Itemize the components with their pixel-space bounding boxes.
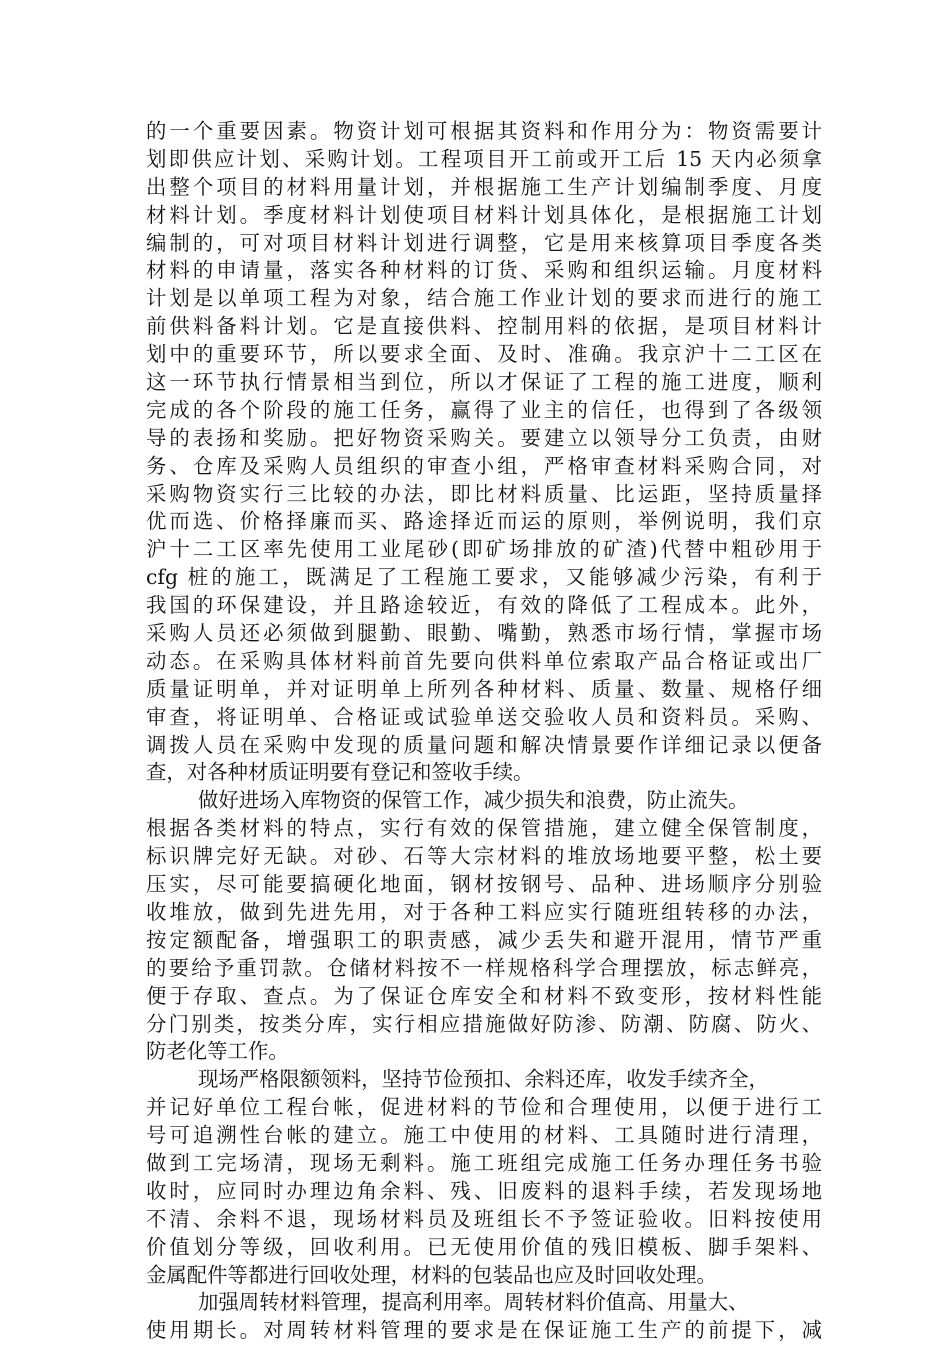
- text-line: 压实，尽可能要搞硬化地面，钢材按钢号、品种、进场顺序分别验: [146, 872, 822, 897]
- text-line: 加强周转材料管理，提高利用率。周转材料价值高、用量大、: [198, 1290, 749, 1315]
- paragraph: [146, 787, 822, 1066]
- text-line: 号可追溯性台帐的建立。施工中使用的材料、工具随时进行清理，: [146, 1123, 822, 1148]
- text-line: 优而选、价格择廉而买、路途择近而运的原则，举例说明，我们京: [146, 509, 822, 534]
- text-line: 质量证明单，并对证明单上所列各种材料、质量、数量、规格仔细: [146, 676, 822, 701]
- text-line: 做到工完场清，现场无剩料。施工班组完成施工任务办理任务书验: [146, 1150, 822, 1175]
- text-line: 我国的环保建设，并且路途较近，有效的降低了工程成本。此外，: [146, 593, 822, 618]
- text-line: 编制的，可对项目材料计划进行调整，它是用来核算项目季度各类: [146, 230, 822, 255]
- text-line: 价值划分等级，回收利用。已无使用价值的残旧模板、脚手架料、: [146, 1234, 822, 1259]
- text-line: 采购人员还必须做到腿勤、眼勤、嘴勤，熟悉市场行情，掌握市场: [146, 621, 822, 646]
- text-line: 防老化等工作。: [146, 1039, 289, 1064]
- text-line: 的要给予重罚款。仓储材料按不一样规格科学合理摆放，标志鲜亮，: [146, 955, 822, 980]
- text-line: 动态。在采购具体材料前首先要向供料单位索取产品合格证或出厂: [146, 648, 822, 673]
- text-line: 的一个重要因素。物资计划可根据其资料和作用分为：物资需要计: [146, 119, 822, 143]
- text-line: 分门别类，按类分库，实行相应措施做好防渗、防潮、防腐、防火、: [146, 1011, 822, 1036]
- text-line: 现场严格限额领料，坚持节俭预扣、余料还库，收发手续齐全，: [198, 1067, 769, 1092]
- text-line: 调拨人员在采购中发现的质量问题和解决情景要作详细记录以便备: [146, 732, 822, 757]
- text-line: 计划是以单项工程为对象，结合施工作业计划的要求而进行的施工: [146, 286, 822, 311]
- text-line: 划即供应计划、采购计划。工程项目开工前或开工后 15 天内必须拿: [146, 146, 822, 171]
- text-line: 划中的重要环节，所以要求全面、及时、准确。我京沪十二工区在: [146, 342, 822, 367]
- paragraph: [146, 1066, 822, 1289]
- body-text: [146, 118, 822, 1345]
- text-line: 根据各类材料的特点，实行有效的保管措施，建立健全保管制度，: [146, 816, 822, 841]
- text-line: 出整个项目的材料用量计划，并根据施工生产计划编制季度、月度: [146, 174, 822, 199]
- text-line: 完成的各个阶段的施工任务，赢得了业主的信任，也得到了各级领: [146, 397, 822, 422]
- text-line: 收时，应同时办理边角余料、残、旧废料的退料手续，若发现场地: [146, 1178, 822, 1203]
- text-line: 查，对各种材质证明要有登记和签收手续。: [146, 760, 534, 785]
- text-line: 做好进场入库物资的保管工作，减少损失和浪费，防止流失。: [198, 788, 749, 813]
- text-line: 使用期长。对周转材料管理的要求是在保证施工生产的前提下，减: [146, 1318, 822, 1343]
- text-line: 材料计划。季度材料计划使项目材料计划具体化，是根据施工计划: [146, 202, 822, 227]
- text-line: 便于存取、查点。为了保证仓库安全和材料不致变形，按材料性能: [146, 983, 822, 1008]
- text-line: 收堆放，做到先进先用，对于各种工料应实行随班组转移的办法，: [146, 899, 822, 924]
- text-line: 这一环节执行情景相当到位，所以才保证了工程的施工进度，顺利: [146, 370, 822, 395]
- text-line: 审查，将证明单、合格证或试验单送交验收人员和资料员。采购、: [146, 704, 822, 729]
- paragraph: [146, 1289, 822, 1345]
- text-line: 材料的申请量，落实各种材料的订货、采购和组织运输。月度材料: [146, 258, 822, 283]
- text-line: 沪十二工区率先使用工业尾砂(即矿场排放的矿渣)代替中粗砂用于: [146, 537, 822, 562]
- text-line: 标识牌完好无缺。对砂、石等大宗材料的堆放场地要平整，松土要: [146, 844, 822, 869]
- text-line: 不清、余料不退，现场材料员及班组长不予签证验收。旧料按使用: [146, 1206, 822, 1231]
- text-line: 采购物资实行三比较的办法，即比材料质量、比运距，坚持质量择: [146, 481, 822, 506]
- text-line: 务、仓库及采购人员组织的审查小组，严格审查材料采购合同，对: [146, 453, 822, 478]
- paragraph: [146, 118, 822, 787]
- text-line: 金属配件等都进行回收处理，材料的包装品也应及时回收处理。: [146, 1262, 717, 1287]
- text-line: cfg 桩的施工，既满足了工程施工要求，又能够减少污染，有利于: [146, 565, 822, 590]
- text-line: 按定额配备，增强职工的职责感，减少丢失和避开混用，情节严重: [146, 927, 822, 952]
- text-line: 导的表扬和奖励。把好物资采购关。要建立以领导分工负责，由财: [146, 425, 822, 450]
- text-line: 前供料备料计划。它是直接供料、控制用料的依据，是项目材料计: [146, 314, 822, 339]
- text-line: 并记好单位工程台帐，促进材料的节俭和合理使用，以便于进行工: [146, 1095, 822, 1120]
